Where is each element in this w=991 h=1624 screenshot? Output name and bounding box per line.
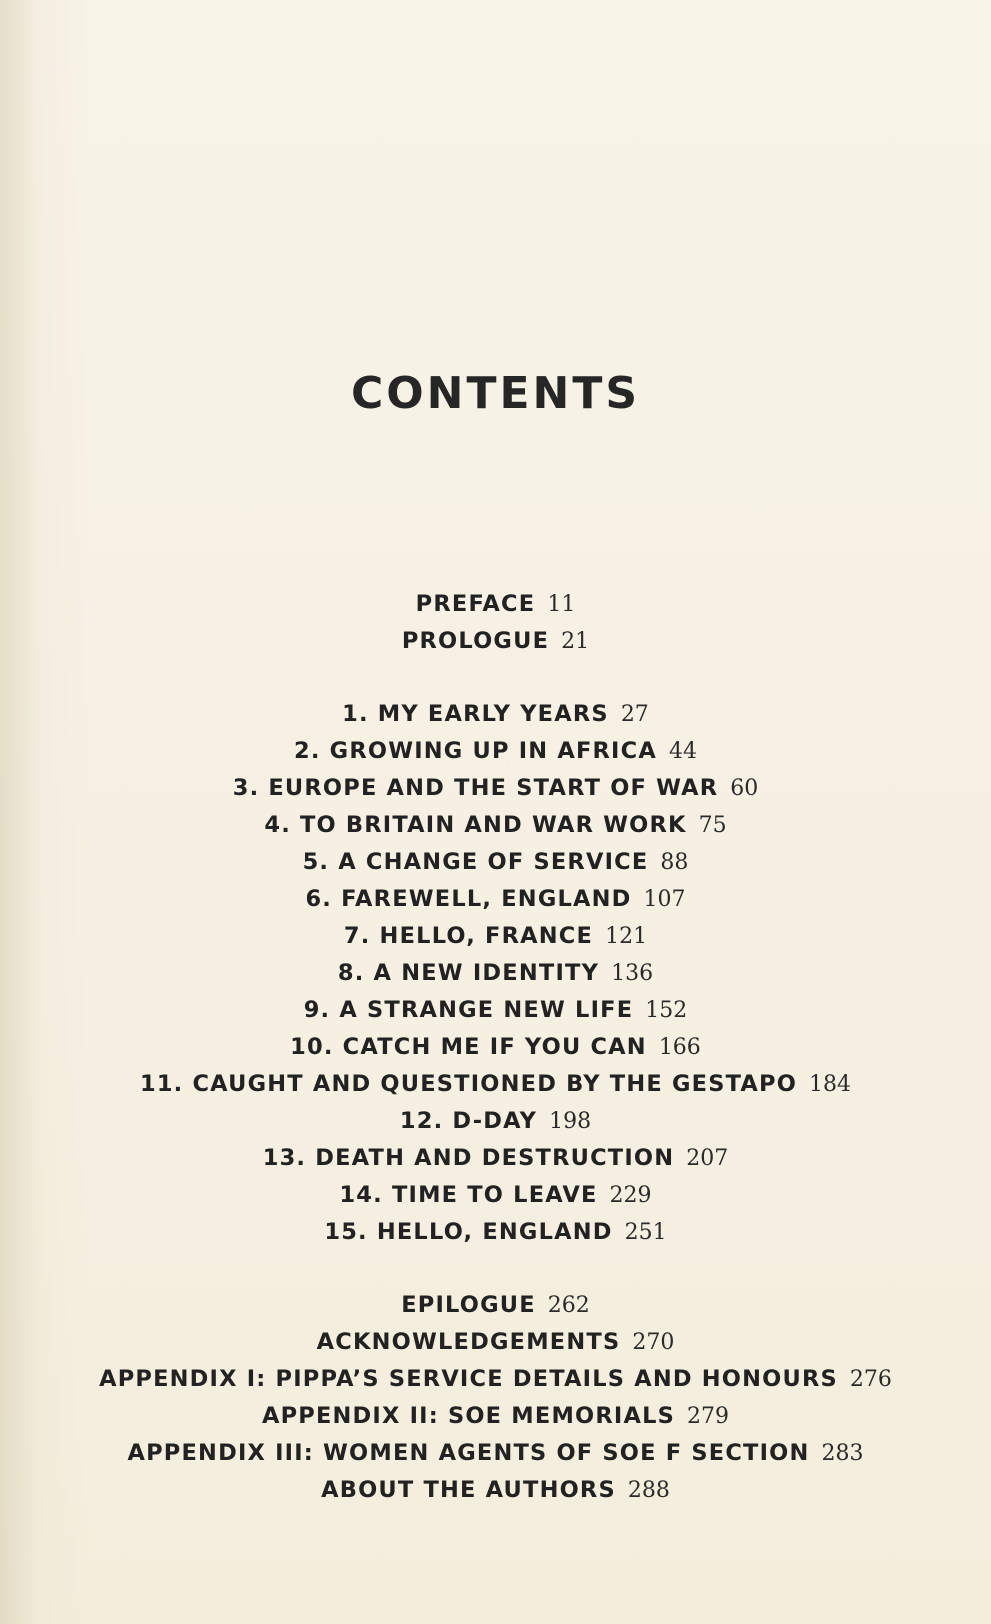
toc-entry xyxy=(0,880,991,918)
toc-entry xyxy=(0,806,991,844)
toc-entry xyxy=(0,1176,991,1214)
toc-entry-label: PROLOGUE xyxy=(401,628,550,654)
toc-entry xyxy=(0,1102,991,1140)
toc-entry-page: 262 xyxy=(547,1293,590,1318)
toc-entry xyxy=(0,1397,991,1435)
toc-entry-label: ABOUT THE AUTHORS xyxy=(321,1477,616,1503)
toc-entry xyxy=(0,769,991,807)
toc-entry-page: 27 xyxy=(620,702,649,727)
toc-entry xyxy=(0,1434,991,1472)
toc-entry-page: 251 xyxy=(624,1220,667,1245)
toc-entry-label: 2. GROWING UP IN AFRICA xyxy=(294,738,657,764)
toc-entry-page: 166 xyxy=(658,1035,701,1060)
toc-entry-label: 3. EUROPE AND THE START OF WAR xyxy=(232,775,719,801)
toc-entry-page: 88 xyxy=(660,850,689,875)
toc-entry-page: 75 xyxy=(698,813,727,838)
toc-entry xyxy=(0,622,991,660)
toc-entry xyxy=(0,1286,991,1324)
toc-entry-label: 5. A CHANGE OF SERVICE xyxy=(302,849,649,875)
toc-entry xyxy=(0,1360,991,1398)
toc-entry-label: PREFACE xyxy=(415,591,536,617)
toc-entry-label: ACKNOWLEDGEMENTS xyxy=(316,1329,621,1355)
toc-entry-page: 279 xyxy=(687,1404,730,1429)
toc-entry-page: 152 xyxy=(645,998,688,1023)
toc-entry-page: 288 xyxy=(627,1478,670,1503)
toc-entry-label: EPILOGUE xyxy=(401,1292,536,1318)
toc-entry-page: 207 xyxy=(686,1146,729,1171)
toc-entry-label: 7. HELLO, FRANCE xyxy=(343,923,594,949)
toc-entry-page: 107 xyxy=(643,887,686,912)
toc-entry-page: 11 xyxy=(547,592,576,617)
toc-entry-page: 121 xyxy=(605,924,648,949)
toc-entry-page: 136 xyxy=(611,961,654,986)
toc-entry xyxy=(0,843,991,881)
toc-entry-page: 283 xyxy=(821,1441,864,1466)
toc-entry-label: 1. MY EARLY YEARS xyxy=(342,701,609,727)
toc-entry-label: 13. DEATH AND DESTRUCTION xyxy=(262,1145,675,1171)
toc-entry-label: APPENDIX III: WOMEN AGENTS OF SOE F SECTION xyxy=(127,1440,810,1466)
toc-entry-label: 6. FAREWELL, ENGLAND xyxy=(305,886,632,912)
toc-entry xyxy=(0,954,991,992)
toc-entry-label: 10. CATCH ME IF YOU CAN xyxy=(290,1034,647,1060)
toc-entry-label: 14. TIME TO LEAVE xyxy=(339,1182,598,1208)
toc-entry xyxy=(0,732,991,770)
toc-entry-page: 270 xyxy=(632,1330,675,1355)
toc-entry xyxy=(0,1028,991,1066)
toc-entry-page: 198 xyxy=(549,1109,592,1134)
toc-entry-page: 21 xyxy=(561,629,590,654)
toc-entry-label: 12. D-DAY xyxy=(399,1108,538,1134)
page-title: CONTENTS xyxy=(350,368,641,419)
toc-entry-label: APPENDIX I: PIPPA’S SERVICE DETAILS AND HONOURS xyxy=(99,1366,838,1392)
toc-entry-label: 11. CAUGHT AND QUESTIONED BY THE GESTAPO xyxy=(139,1071,798,1097)
toc-entry xyxy=(0,1065,991,1103)
toc-entry xyxy=(0,1323,991,1361)
toc-entry-label: 15. HELLO, ENGLAND xyxy=(324,1219,613,1245)
toc-entry-label: 8. A NEW IDENTITY xyxy=(337,960,600,986)
toc-entry-label: 9. A STRANGE NEW LIFE xyxy=(303,997,634,1023)
toc-entry xyxy=(0,917,991,955)
toc-entry-page: 60 xyxy=(730,776,759,801)
toc-entry xyxy=(0,1471,991,1509)
toc-entry-page: 184 xyxy=(809,1072,852,1097)
toc-entry xyxy=(0,695,991,733)
toc-entry-page: 229 xyxy=(609,1183,652,1208)
toc-entry xyxy=(0,585,991,623)
toc-entry xyxy=(0,1139,991,1177)
toc-entry xyxy=(0,991,991,1029)
toc-entry xyxy=(0,1213,991,1251)
toc-entry-page: 44 xyxy=(668,739,697,764)
toc-entry-label: APPENDIX II: SOE MEMORIALS xyxy=(261,1403,676,1429)
toc-entry-page: 276 xyxy=(849,1367,892,1392)
toc-entry-label: 4. TO BRITAIN AND WAR WORK xyxy=(264,812,687,838)
